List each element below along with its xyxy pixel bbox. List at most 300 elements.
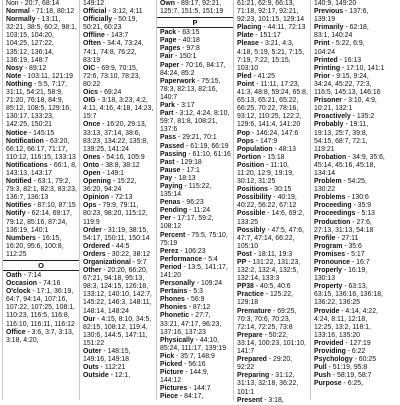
page-line-refs: - 27:11 [335, 234, 359, 242]
index-term: Often [83, 40, 101, 48]
index-entry [160, 232, 231, 248]
page-line-refs: - 12:1, [108, 372, 131, 380]
page-line-refs: - 16:15, 16:20, 95:6, 100:8, 112:25 [6, 234, 64, 258]
index-term: Park [160, 102, 175, 110]
index-term: Ordered [83, 242, 110, 250]
index-entry [83, 170, 154, 178]
index-term: Pled [237, 72, 252, 80]
index-entry [314, 283, 385, 307]
index-entry [237, 397, 308, 405]
index-entry [314, 202, 385, 210]
index-term: Possibly [237, 226, 266, 234]
index-entry [314, 210, 385, 218]
index-entry [160, 361, 231, 369]
index-term: OIC [83, 64, 96, 72]
index-term: Pages [160, 45, 181, 53]
index-term: O'clock [6, 288, 31, 296]
page-line-refs: - 16:20, 29:13, 33:13, 37:14, 38:6, 83:23, 134:22, 135:8, 139:25, 141:24 [83, 121, 149, 153]
index-entry [160, 78, 231, 102]
index-term: Possibility [237, 194, 272, 202]
index-column [156, 0, 233, 400]
index-entry [160, 353, 231, 361]
index-entry [314, 267, 385, 283]
index-term: Penas [160, 199, 181, 207]
page-line-refs: - 62:14, 69:17, 79:12, 85:16, 87:24, 136:19, 140:1 [6, 210, 72, 234]
page-line-refs: - 51:19, 95:8 [326, 364, 368, 372]
index-term: Open [83, 169, 101, 177]
index-term: Proactively [314, 113, 351, 121]
page-line-refs: - 3:10, 4:9, 10:21, 132:1 [314, 97, 377, 113]
index-entry [314, 178, 385, 194]
page-line-refs: - 16:19, 130:13 [314, 267, 368, 283]
page-line-refs: - 75:15, 78:3, 82:13, 82:16, 140:7 [160, 77, 221, 101]
index-term: Probation [314, 153, 347, 161]
index-entry [314, 308, 385, 340]
index-term: Organizational [83, 259, 131, 266]
index-entry [237, 227, 308, 251]
index-entry [237, 40, 308, 72]
index-term: Normally [6, 16, 36, 24]
index-entry [314, 372, 385, 380]
page-line-refs: - 3:18, 3:23, 4:2, 4:11, 4:16, 4:18, 14:23, 15:7 [83, 97, 154, 121]
page-line-refs: - 58:19, 58:7 [330, 372, 372, 380]
page-line-refs: - 7:14 [21, 272, 42, 279]
page-line-refs: - 150:1 [173, 53, 197, 61]
index-term: Passed [160, 142, 185, 150]
page-line-refs: - 16:7 [350, 259, 370, 266]
index-entry [237, 186, 308, 194]
page-line-refs: - 5:22, 6:9, 104:24 [314, 40, 365, 56]
index-entry [83, 8, 154, 16]
page-line-refs: - 63:13, 63:15, 136:16, 136:18, 136:22, 136:25 [314, 283, 383, 307]
index-entry [160, 102, 231, 110]
index-entry [83, 0, 154, 8]
index-term: Notify [6, 210, 26, 218]
index-entry [83, 364, 154, 372]
index-term: Numbers [6, 234, 36, 242]
page-line-refs: - 87:12 [186, 304, 211, 312]
index-entry [237, 251, 308, 259]
index-entry [237, 24, 308, 32]
index-term: Outside [83, 372, 109, 380]
index-entry [314, 251, 385, 259]
index-entry [314, 243, 385, 251]
page-line-refs: - 35:7, 148:9 [174, 352, 215, 360]
page-line-refs: - 151:17 [253, 32, 281, 40]
index-term: Printing [314, 64, 341, 72]
page-line-refs: - 5:17 [345, 250, 365, 258]
page-line-refs: - 34:9, 35:6, 45:14, 45:16, 45:18, 134:14 [314, 153, 385, 177]
page-line-refs: - 40:18 [176, 37, 200, 45]
index-term: Notifies [6, 202, 32, 210]
page-line-refs: - 6:22 [345, 348, 366, 356]
page-line-refs: 149:12 [83, 0, 105, 7]
index-entry [160, 62, 231, 78]
index-term: Problems [314, 194, 346, 202]
index-term: Opening [83, 178, 111, 186]
index-term: Normal [6, 8, 30, 16]
index-term: OIG [83, 97, 96, 105]
index-entry [6, 65, 77, 73]
index-entry [160, 304, 231, 312]
index-column [310, 0, 387, 400]
index-term: Oath [6, 272, 22, 279]
page-line-refs: - 89:17, 92:21, 125:7, 151:5, 151:19 [160, 0, 224, 16]
index-term: Notified [6, 178, 32, 186]
page-line-refs: - 69:25, 70:3, 70:6, 70:23, 72:14, 72:25, 73:8 [237, 307, 297, 331]
index-term: Picture [160, 369, 184, 377]
index-term: Portion [237, 153, 262, 161]
page-line-refs: - 69:24 [97, 89, 122, 97]
index-term: Pass [160, 134, 177, 142]
page-line-refs: - 29:21, 70:1 [176, 134, 217, 142]
index-term: Nothing [6, 80, 33, 88]
page-line-refs: - 30:15 [268, 186, 292, 194]
index-entry [237, 73, 308, 81]
index-entry [237, 372, 308, 396]
page-line-refs: - 63:15 [176, 29, 200, 37]
index-entry [83, 316, 154, 348]
index-term: Paperwork [160, 77, 196, 85]
page-line-refs: - 96:23 [180, 199, 204, 207]
page-line-refs: - 15:18 [261, 153, 285, 161]
page-line-refs: 140:9, 149:20 [314, 0, 357, 7]
page-line-refs: - 5:13 [355, 210, 375, 218]
page-line-refs: - 11:24 [187, 207, 211, 215]
index-entry [160, 264, 231, 280]
index-entry [160, 134, 231, 142]
page-line-refs: - 35:6 [342, 242, 362, 250]
index-term: Present [237, 396, 263, 404]
page-line-refs: - 38:8, 38:12 [99, 161, 140, 169]
page-line-refs: - 9:15, 9:24, 34:24, 45:22, 72:3, 116:5, 145:13, 146:16 [314, 72, 381, 97]
index-entry [83, 154, 154, 162]
index-entry [237, 308, 308, 332]
index-term: Occasion [6, 280, 38, 288]
index-term: Oics [83, 89, 98, 97]
page-line-refs: - 5:3 [187, 288, 203, 296]
page-line-refs: - 72:13 [109, 194, 133, 202]
page-line-refs: - 18:11, 19:3 [251, 250, 293, 258]
page-line-refs: - 31:12, 31:13, 32:18, 36:22, 101:1 [237, 372, 299, 396]
index-entry [6, 235, 77, 259]
index-entry [83, 121, 154, 153]
page-line-refs: - 20:20, 66:20, 67:21, 94:18, 95:13, 98:3, 124:15, 126:18, 133:12, 140:10, 142:7, 145:22, 146:3, 148:11, 148:14, 148:24 [83, 267, 152, 315]
page-line-refs: - 16:13 [337, 56, 362, 64]
index-entry [83, 243, 154, 251]
index-term: Note [6, 72, 22, 80]
page-line-refs: - 62:18, 83:1, 140:24 [314, 24, 369, 40]
index-entry [160, 29, 231, 37]
index-entry [6, 210, 77, 234]
index-term: Pair [160, 53, 174, 61]
index-entry [160, 288, 231, 296]
index-term: Possible [237, 210, 266, 218]
index-term: Program [314, 242, 343, 250]
index-term: Personally [160, 280, 195, 288]
index-term: Profile [314, 234, 336, 242]
index-entry [237, 291, 308, 307]
index-term: Proceedings [314, 210, 356, 218]
index-entry [160, 393, 231, 401]
index-entry [83, 259, 154, 267]
index-term: PP38 [237, 283, 254, 291]
index-term: PP [237, 259, 247, 266]
page-line-refs: - 54:16, 105:9 [100, 153, 145, 161]
index-entry [160, 175, 231, 183]
index-term: Probably [314, 121, 344, 129]
index-term: Orders [83, 250, 106, 258]
index-entry [314, 73, 385, 97]
index-term: Pops [237, 137, 254, 145]
index-entry [83, 162, 154, 170]
index-term: Other [83, 267, 102, 275]
page-line-refs: - 11:11, 17:23, 41:3, 48:8, 59:24, 65:8, 65:13, 65:21, 65:22, 66:25, 70:22, 78:16, 93:12, 110:25, 122:2, 129:6, 141:4, 141:20 [237, 80, 308, 129]
page-line-refs: - 3:12, 4:24, 8:10, 59:7, 81:8, 108:21, 137:6 [160, 110, 230, 134]
page-line-refs: Non - 20:7, 68:14 [6, 0, 60, 7]
page-line-refs: - 115:22, 135:14 [160, 182, 212, 199]
index-entry [314, 380, 385, 388]
index-entry [160, 143, 231, 151]
page-line-refs: - 44:11, 72:13 [261, 24, 306, 32]
index-term: Push [314, 372, 331, 380]
index-entry [6, 162, 77, 178]
page-line-refs: - 148:15, 149:16, 149:18 [83, 348, 131, 364]
index-entry [6, 0, 77, 8]
page-line-refs: - 6:25, [341, 380, 364, 388]
index-entry [314, 65, 385, 73]
index-entry [160, 167, 231, 175]
index-term: Onto [83, 161, 100, 169]
page-line-refs: - 3:21, 4:3, 4:18, 5:19, 5:21, 7:15, 7:19, 7:22, 15:15, 103:10 [237, 40, 305, 72]
index-entry [237, 210, 308, 226]
index-term: Offline [83, 32, 105, 40]
index-entry [160, 256, 231, 264]
index-term: Print [314, 40, 330, 48]
index-entry [314, 356, 385, 364]
page-line-refs: - 144:7 [187, 385, 211, 393]
index-entry [237, 283, 308, 291]
index-term: Prisoner [314, 97, 342, 105]
index-term: Provide [314, 307, 340, 315]
index-term: Post [237, 250, 252, 258]
index-entry [160, 280, 231, 288]
index-term: Pause [160, 166, 181, 174]
page-line-refs: - 60:25 [352, 356, 377, 364]
index-entry [83, 16, 154, 32]
index-term: Position [237, 161, 265, 169]
index-term: Pack [160, 29, 177, 37]
index-column [233, 0, 310, 404]
index-entry [237, 332, 308, 356]
page-line-refs: - 131:22, 131:23, 132:2, 132:4, 132:5, 132:14, 133:3 [237, 259, 301, 283]
index-term: Pronounce [314, 259, 350, 266]
page-line-refs: - 18:13 [172, 174, 196, 182]
index-entry [83, 65, 154, 89]
page-line-refs: - 146:24, 147:6 [250, 129, 299, 137]
index-entry [314, 194, 385, 202]
index-entry [160, 183, 231, 199]
page-line-refs: - 97:8 [180, 45, 200, 53]
page-line-refs: - 29:20, 92:22 [237, 356, 293, 372]
index-term: Prepare [237, 331, 263, 339]
index-entry [83, 194, 154, 202]
index-entry [237, 0, 308, 24]
page-line-refs: - 19:11, 19:13, 25:7, 39:8, 54:15, 68:7, 72:1, 119:21 [314, 121, 369, 153]
page-line-refs: - 129:18 [174, 158, 202, 166]
index-term: Phones [160, 296, 185, 304]
index-entry [237, 194, 308, 210]
page-line-refs: - 75:5, 75:10, 75:19 [160, 231, 228, 247]
index-term: Notice [6, 129, 28, 137]
page-line-refs: - 137:6, 139:19 [314, 8, 369, 24]
index-term: Pay [160, 174, 173, 182]
index-entry [314, 235, 385, 243]
index-term: Paper [160, 61, 180, 69]
page-line-refs: - 125:22, 129:18 [237, 291, 293, 307]
page-line-refs: - 13:5, 141:17, 141:20 [160, 263, 228, 279]
page-line-refs: - 40:5, 40:6 [253, 283, 291, 291]
page-line-refs: - 130:6 [345, 194, 369, 202]
index-term: Prior [314, 72, 331, 80]
index-entry [160, 385, 231, 393]
index-term: Phonies [160, 304, 187, 312]
index-entry [237, 81, 308, 130]
index-term: Part [160, 110, 174, 118]
page-line-refs: - 84:17, [178, 393, 204, 401]
page-line-refs: - 3:18, [262, 396, 284, 404]
page-line-refs: - 4:14, 4:22, 4:24, 8:11, 12:18, 12:25, 13:2, 118:1, 133:16, 135:20 [314, 307, 378, 339]
index-entry [160, 369, 231, 385]
index-entry [237, 32, 308, 40]
index-term: Prepared [237, 356, 267, 364]
index-entry [160, 0, 231, 16]
index-term: Point [237, 80, 255, 88]
index-entry [6, 81, 77, 130]
index-term: Pull [314, 364, 327, 372]
index-term: Please [237, 40, 259, 48]
index-term: Once [83, 121, 101, 129]
index-term: Passing [160, 150, 187, 158]
page-line-refs: - 61:10, 61:16 [186, 150, 231, 158]
index-term: Past [160, 158, 175, 166]
index-entry [83, 372, 154, 380]
page-line-refs: - 112:21 [98, 364, 126, 372]
page-line-refs: - 56:16 [182, 361, 206, 369]
index-entry [160, 37, 231, 45]
page-line-refs: - 5:4 [202, 255, 218, 263]
page-line-refs: - 17:1 [180, 166, 200, 174]
index-entry [6, 202, 77, 210]
page-line-refs: - 143:7 [104, 32, 129, 40]
index-entry [160, 312, 231, 336]
index-entry [314, 219, 385, 235]
page-line-refs: - 31:19, 38:15, 54:17, 150:11, 150:14 [83, 226, 150, 242]
page-line-refs: - 71:18, 80:12 [29, 8, 75, 16]
page-line-refs: - 103:11, 121:19 [21, 72, 73, 80]
index-term: Practice [237, 291, 264, 299]
page-line-refs: - 44:10, 85:24, 111:17, 139:19 [160, 336, 227, 352]
index-entry [314, 121, 385, 153]
page-line-refs: - 147:9 [253, 137, 278, 145]
index-entry [160, 296, 231, 304]
index-term: Period [160, 263, 182, 271]
index-entry [6, 178, 77, 202]
index-term: Problem [314, 178, 342, 186]
index-entry [83, 97, 154, 121]
page-line-refs: - 106:23 [178, 247, 206, 255]
index-entry [6, 272, 77, 280]
letter-section-header: P [157, 17, 233, 28]
index-entry [314, 348, 385, 356]
index-entry [314, 57, 385, 65]
index-entry [83, 267, 154, 316]
index-term: Primarily [314, 24, 344, 32]
index-term: Own [160, 0, 175, 7]
index-entry [237, 138, 308, 146]
index-term: Population [237, 145, 273, 153]
index-entry [237, 146, 308, 154]
index-term: Pictures [160, 385, 188, 393]
index-entry [237, 154, 308, 162]
page-line-refs: - 47:5, 47:6, 47:7, 47:14, 66:22, 105:10 [237, 226, 305, 250]
index-term: Outs [83, 364, 99, 372]
index-term: Pending [160, 207, 188, 215]
index-entry [6, 138, 77, 162]
page-line-refs: - 69:9, 70:15, 72:6, 73:10, 78:23, 80:22 [83, 64, 141, 88]
index-term: Preparing [237, 372, 270, 380]
index-term: Production [314, 218, 351, 226]
index-term: Placing [237, 24, 262, 32]
page-line-refs: - 40:19, 40:22, 56:22, 67:12 [237, 194, 297, 210]
page-line-refs: - 61:19, 66:19 [184, 142, 229, 150]
index-entry [6, 16, 77, 65]
index-entry [160, 207, 231, 215]
page-line-refs: - 5:5, 7:17, 31:11, 54:21, 58:9, 71:20, 76:18, 84:9, 85:12, 108:5, 129:16, 130:17, 133:23, 142:25, 150:21 [6, 80, 72, 129]
index-term: Previous [314, 8, 344, 16]
index-entry [314, 40, 385, 56]
index-entry [6, 8, 77, 16]
index-entry [83, 202, 154, 226]
index-term: Nosy [6, 64, 23, 72]
page-line-refs: - 41:25 [251, 72, 275, 80]
index-entry [83, 227, 154, 243]
index-entry [160, 337, 231, 353]
index-term: Officially [83, 16, 113, 24]
page-line-refs: - 44:5 [109, 242, 130, 250]
index-entry [160, 199, 231, 207]
index-entry [83, 32, 154, 40]
index-entry [237, 259, 308, 283]
index-entry [237, 356, 308, 372]
page-line-refs: - 63:20, 66:12, 66:17, 71:17, 110:12, 116:15, 133:13 [6, 137, 76, 161]
index-entry [314, 364, 385, 372]
page-line-refs: - 3:17 [174, 102, 195, 110]
index-term: Pick [160, 352, 175, 360]
page-line-refs: - 17:1, 36:19, 64:7, 94:14, 107:16, 107:22, 107:25, 108:1, 110:23, 116:5, 116:8, 116:10, 116:11, 116:12 [6, 288, 75, 328]
index-entry [314, 154, 385, 178]
page-line-refs: - 79:9, 79:11, 80:23, 98:20, 115:12, 119:9 [83, 202, 148, 226]
index-entry [6, 280, 77, 288]
index-entry [83, 178, 154, 194]
index-entry [160, 248, 231, 256]
page-line-refs: - 149:1 [100, 169, 124, 177]
page-line-refs: - 144:9, 144:12 [160, 369, 209, 385]
index-entry [314, 97, 385, 113]
index-entry [6, 130, 77, 138]
index-entry [160, 215, 231, 231]
index-entry [160, 159, 231, 167]
